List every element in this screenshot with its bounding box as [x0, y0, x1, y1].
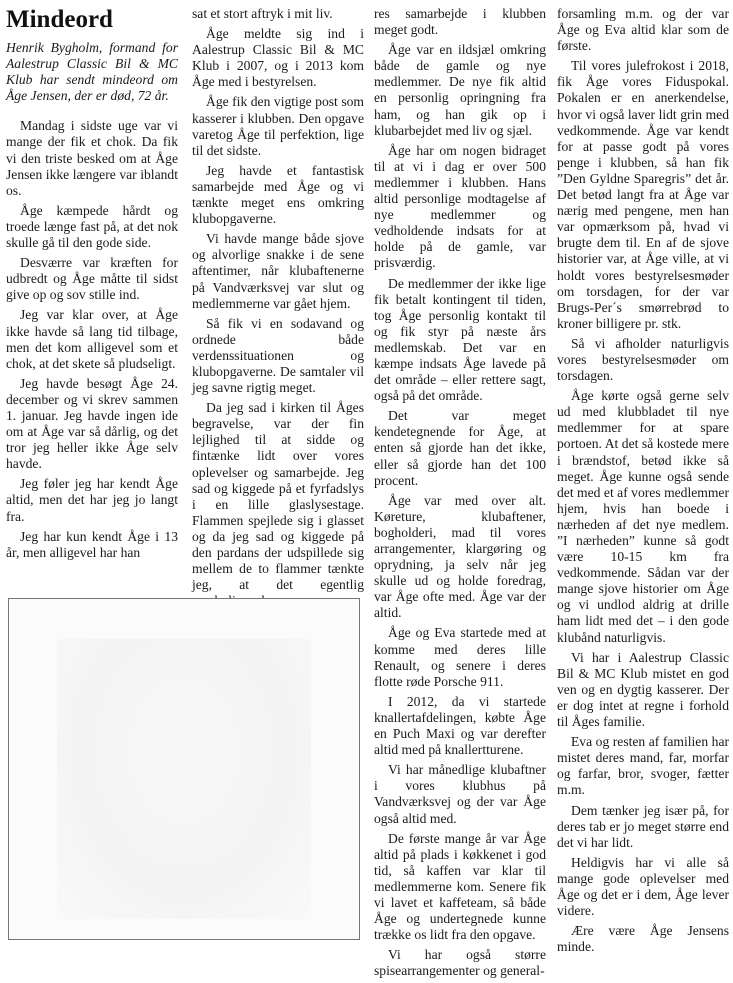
- paragraph: Jeg har kun kendt Åge i 13 år, men alligevel har han: [6, 528, 178, 560]
- paragraph: Åge og Eva startede med at komme med deres lille Renault, og senere i deres flotte røde Porsche 911.: [374, 625, 546, 689]
- paragraph: Jeg var klar over, at Åge ikke havde så lang tid tilbage, men det kom alligevel som et chok, at det skete så pludseligt.: [6, 307, 178, 371]
- paragraph-continuation: forsamling m.m. og der var Åge og Eva altid klar som de første.: [557, 6, 729, 54]
- paragraph: Ære være Åge Jensens minde.: [557, 923, 729, 955]
- paragraph: Åge kørte også gerne selv ud med klubbladet til nye medlemmer for at spare portoen. At det så kostede mere i brændstof, betød ikke så meget. Åge kunne også sende det med et af vores medlemmer hjem, hvis han boede i nærheden af det nye medlem. ”I nærheden” kunne så godt være 10-15 km fra vedkommende. Sådan var der mange sjove historier om Åge og vi undlod aldrig at drille ham lidt med det – i den gode klubånd naturligvis.: [557, 388, 729, 645]
- paragraph: Vi havde mange både sjove og alvorlige snakke i de sene aftentimer, når klubaftenerne på Vandværksvej var slut og medlemmerne var gået hjem.: [192, 231, 364, 311]
- paragraph-continuation: sat et stort aftryk i mit liv.: [192, 6, 333, 21]
- paragraph: Det var meget kendetegnende for Åge, at enten så gjorde han det ikke, eller så gjorde han det 100 procent.: [374, 408, 546, 488]
- portrait-photo-frame: [8, 598, 360, 940]
- paragraph: Jeg havde besøgt Åge 24. december og vi skrev sammen 1. januar. Jeg havde ingen ide om at Åge var så dårlig, og det tror jeg heller ikke Åge selv havde.: [6, 375, 178, 472]
- paragraph: Vi har i Aalestrup Classic Bil & MC Klub mistet en god ven og en dygtig kasserer. Der er dog intet at regne i forhold til Åges familie.: [557, 649, 729, 730]
- paragraph: Mandag i sidste uge var vi mange der fik et chok. Da fik vi den triste besked om at Åge Jensen ikke længere var iblandt os.: [6, 118, 178, 198]
- paragraph: Dem tænker jeg især på, for deres tab er jo meget større end det vi har lidt.: [557, 802, 729, 850]
- paragraph: Vi har også større spisearrangementer og general-: [374, 947, 546, 979]
- paragraph: Eva og resten af familien har mistet deres mand, far, morfar og farfar, bror, svoger, fætter m.m.: [557, 734, 729, 798]
- portrait-photo: [57, 639, 311, 919]
- article-intro: Henrik Bygholm, formand for Aalestrup Classic Bil & MC Klub har sendt mindeord om Åge Jensen, der er død, 72 år.: [6, 40, 178, 104]
- paragraph-continuation: res samarbejde i klubben meget godt.: [374, 6, 546, 38]
- paragraph: Åge meldte sig ind i Aalestrup Classic Bil & MC Klub i 2007, og i 2013 kom Åge med i bestyrelsen.: [192, 26, 364, 90]
- article-column-3: [374, 6, 546, 983]
- paragraph: Da jeg sad i kirken til Åges begravelse, var der fin lejlighed til at sidde og fintænke lidt over vores oplevelser og samarbejde. Jeg sad og kiggede på et fyrfadslys i en lille glaslysestage. Flammen spejlede sig i glasset og da jeg sad og kiggede på den pardans der udspillede sig mellem de to flammer tænkte jeg, at det egentlig: [192, 400, 364, 593]
- paragraph: Vi har månedlige klubaftner i vores klubhus på Vandværksvej og der var Åge også altid med.: [374, 762, 546, 826]
- paragraph: Jeg føler jeg har kendt Åge altid, men det har jeg jo langt fra.: [6, 476, 178, 524]
- paragraph: Jeg havde et fantastisk samarbejde med Åge og vi tænkte meget ens omkring klubopgaverne.: [192, 162, 364, 227]
- paragraph: Så vi afholder naturligvis vores bestyrelsesmøder om torsdagen.: [557, 335, 729, 384]
- paragraph: Åge har om nogen bidraget til at vi i dag er over 500 medlemmer i klubben. Hans altid personlige modtagelse af nye medlemmer og vedholdende indsats for at holde på de gamle, var prisværdig.: [374, 142, 546, 271]
- paragraph: Åge var med over alt. Køreture, klubaftener, bogholderi, mad til vores arrangementer, klargøring og oprydning, ja selv når jeg skulle ud og holde foredrag, var Åge ofte med. Åge var der altid.: [374, 492, 546, 621]
- paragraph: Heldigvis har vi alle så mange gode oplevelser med Åge og det er i dem, Åge lever videre.: [557, 854, 729, 919]
- paragraph: I 2012, da vi startede knallertafdelingen, købte Åge en Puch Maxi og var derefter altid med på knallertturene.: [374, 693, 546, 758]
- article-column-2: [192, 6, 364, 613]
- paragraph: Så fik vi en sodavand og ordnede både verdenssituationen og klubopgaverne. De samtaler vil jeg savne rigtig meget.: [192, 315, 364, 396]
- paragraph: De første mange år var Åge altid på plads i køkkenet i god tid, så kaffen var klar til medlemmerne kom. Senere fik vi lavet et kaffeteam, så både Åge og undertegnede kunne trække os lidt fra den opgave.: [374, 830, 546, 943]
- paragraph: Åge fik den vigtige post som kasserer i klubben. Den opgave varetog Åge til perfektion, lige til det sidste.: [192, 94, 364, 158]
- paragraph: De medlemmer der ikke lige fik betalt kontingent til tiden, tog Åge personlig kontakt til og fik styr på næste års medlemskab. Det var en kæmpe indsats Åge lavede på det område – eller rettere sagt, også på det område.: [374, 275, 546, 404]
- paragraph: Åge var en ildsjæl omkring både de gamle og nye medlemmer. De nye fik altid en personlig opringning fra ham, og han gik op i klubarbejdet med liv og sjæl.: [374, 42, 546, 138]
- paragraph: Til vores julefrokost i 2018, fik Åge vores Fiduspokal. Pokalen er en anerkendelse, hvor vi også laver lidt grin med vedkommende. Åge var kendt for at passe godt på vores penge i klubben, så han fik ”Den Gyldne Sparegris” det år. Det betød langt fra at Åge var nærig med pengene, men han var opmærksom på, hvad vi brugte dem til. En af de sjove historier var, at Åge ville, at vi holdt vores bestyrelsesmøder om torsdagen, for der var Brugs-Per´s smørrebrød to kroner billigere pr. stk.: [557, 58, 729, 331]
- article-column-1: [6, 6, 178, 565]
- article-title: Mindeord: [6, 6, 113, 33]
- paragraph: Åge kæmpede hårdt og troede længe fast på, at det nok skulle gå til den gode side.: [6, 202, 178, 251]
- paragraph: Desværre var kræften for udbredt og Åge måtte til sidst give op og sov stille ind.: [6, 255, 178, 303]
- article-column-4: [557, 6, 729, 959]
